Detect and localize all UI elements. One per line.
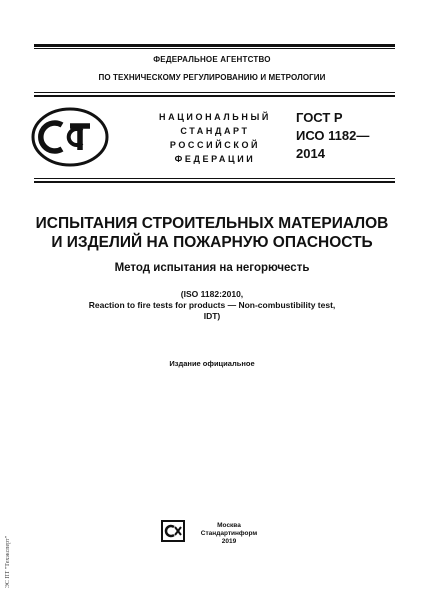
designation-rule-thick bbox=[34, 181, 395, 184]
standard-kind-line-3: РОССИЙСКОЙ bbox=[169, 140, 261, 150]
designation-rule-thin bbox=[34, 178, 395, 179]
iso-reference-line-3: IDT) bbox=[203, 311, 221, 321]
side-watermark-note: ЭС ПТ "Техэксперт" bbox=[5, 535, 12, 589]
standard-kind-line-2: СТАНДАРТ bbox=[180, 126, 250, 136]
iso-reference-line-1: (ISO 1182:2010, bbox=[180, 289, 244, 299]
standard-kind-line-1: НАЦИОНАЛЬНЫЙ bbox=[159, 112, 271, 122]
publisher-year: 2019 bbox=[221, 538, 237, 545]
header-rule-thick bbox=[34, 95, 395, 98]
standard-designation-line-3: 2014 bbox=[296, 146, 325, 161]
header-rule-thin bbox=[34, 92, 395, 93]
agency-line-2: ПО ТЕХНИЧЕСКОМУ РЕГУЛИРОВАНИЮ И МЕТРОЛОГИИ bbox=[98, 73, 326, 82]
standard-designation-line-1: ГОСТ Р bbox=[296, 110, 343, 125]
publisher-city: Москва bbox=[217, 522, 241, 529]
document-title-line-1: ИСПЫТАНИЯ СТРОИТЕЛЬНЫХ МАТЕРИАЛОВ bbox=[35, 215, 389, 232]
agency-line-1: ФЕДЕРАЛЬНОЕ АГЕНТСТВО bbox=[153, 55, 271, 64]
top-rule-thick bbox=[34, 44, 395, 47]
document-title-line-2: И ИЗДЕЛИЙ НА ПОЖАРНУЮ ОПАСНОСТЬ bbox=[51, 234, 373, 251]
standard-kind-line-4: ФЕДЕРАЦИИ bbox=[174, 154, 256, 164]
publisher-name: Стандартинформ bbox=[200, 530, 258, 537]
edition-note: Издание официальное bbox=[169, 359, 255, 368]
iso-reference-line-2: Reaction to fire tests for products — Non-combustibility test, bbox=[88, 300, 336, 310]
rst-certification-logo-icon bbox=[30, 106, 110, 168]
top-rule-thin bbox=[34, 48, 395, 49]
document-subtitle: Метод испытания на негорючесть bbox=[114, 262, 310, 274]
standartinform-logo-icon bbox=[161, 520, 185, 542]
standard-designation-line-2: ИСО 1182— bbox=[296, 128, 370, 143]
